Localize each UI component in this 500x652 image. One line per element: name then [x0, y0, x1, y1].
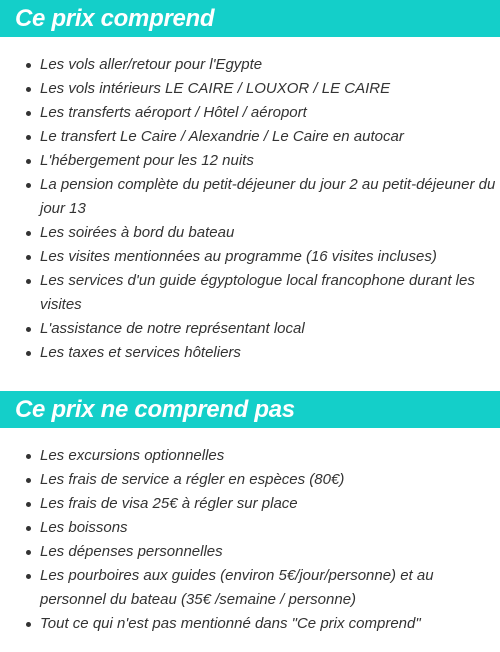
bullet-icon: [26, 351, 31, 356]
includes-title: Ce prix comprend: [15, 5, 215, 32]
list-item: [0, 245, 500, 269]
list-item: [0, 173, 500, 221]
list-item-text: Les dépenses personnelles: [40, 543, 223, 560]
bullet-icon: [26, 63, 31, 68]
list-item: [0, 492, 500, 516]
list-item-text: Les boissons: [40, 519, 128, 536]
list-item-text: Les visites mentionnées au programme (16 visites incluses): [40, 248, 437, 265]
list-item-text: Les vols aller/retour pour l'Egypte: [40, 56, 263, 73]
list-item: [0, 516, 500, 540]
list-item-text: Les taxes et services hôteliers: [40, 344, 241, 361]
bullet-icon: [26, 622, 31, 627]
list-item: [0, 149, 500, 173]
bullet-icon: [26, 478, 31, 483]
excludes-header: [0, 391, 500, 428]
bullet-icon: [26, 87, 31, 92]
list-item-text: Les pourboires aux guides (environ 5€/jour/personne) et au personnel du bateau (35€ /semaine / personne): [40, 567, 434, 608]
list-item-text: L'assistance de notre représentant local: [40, 320, 305, 337]
list-item-text: Tout ce qui n'est pas mentionné dans "Ce prix comprend": [40, 615, 421, 632]
bullet-icon: [26, 502, 31, 507]
list-item-text: Les services d'un guide égyptologue local francophone durant les visites: [40, 272, 475, 313]
list-item-text: Le transfert Le Caire / Alexandrie / Le Caire en autocar: [40, 128, 404, 145]
list-item: [0, 125, 500, 149]
bullet-icon: [26, 550, 31, 555]
list-item: [0, 564, 500, 612]
excludes-list: [0, 444, 500, 636]
bullet-icon: [26, 574, 31, 579]
list-item-text: Les frais de service a régler en espèces (80€): [40, 471, 345, 488]
list-item: [0, 269, 500, 317]
list-item: [0, 101, 500, 125]
list-item: [0, 53, 500, 77]
list-item-text: Les excursions optionnelles: [40, 447, 225, 464]
list-item-text: La pension complète du petit-déjeuner du jour 2 au petit-déjeuner du jour 13: [40, 176, 496, 217]
list-item-text: Les frais de visa 25€ à régler sur place: [40, 495, 298, 512]
list-item: [0, 77, 500, 101]
excludes-title: Ce prix ne comprend pas: [15, 396, 295, 423]
list-item: [0, 341, 500, 365]
list-item-text: Les vols intérieurs LE CAIRE / LOUXOR / LE CAIRE: [40, 80, 391, 97]
includes-header: [0, 0, 500, 37]
list-item: [0, 612, 500, 636]
bullet-icon: [26, 526, 31, 531]
list-item: [0, 468, 500, 492]
bullet-icon: [26, 454, 31, 459]
bullet-icon: [26, 255, 31, 260]
bullet-icon: [26, 111, 31, 116]
list-item: [0, 221, 500, 245]
list-item-text: Les soirées à bord du bateau: [40, 224, 235, 241]
list-item-text: L'hébergement pour les 12 nuits: [40, 152, 254, 169]
bullet-icon: [26, 231, 31, 236]
includes-list: [0, 53, 500, 365]
bullet-icon: [26, 279, 31, 284]
list-item: [0, 444, 500, 468]
bullet-icon: [26, 135, 31, 140]
list-item: [0, 317, 500, 341]
list-item: [0, 540, 500, 564]
bullet-icon: [26, 327, 31, 332]
bullet-icon: [26, 159, 31, 164]
list-item-text: Les transferts aéroport / Hôtel / aéroport: [40, 104, 307, 121]
bullet-icon: [26, 183, 31, 188]
